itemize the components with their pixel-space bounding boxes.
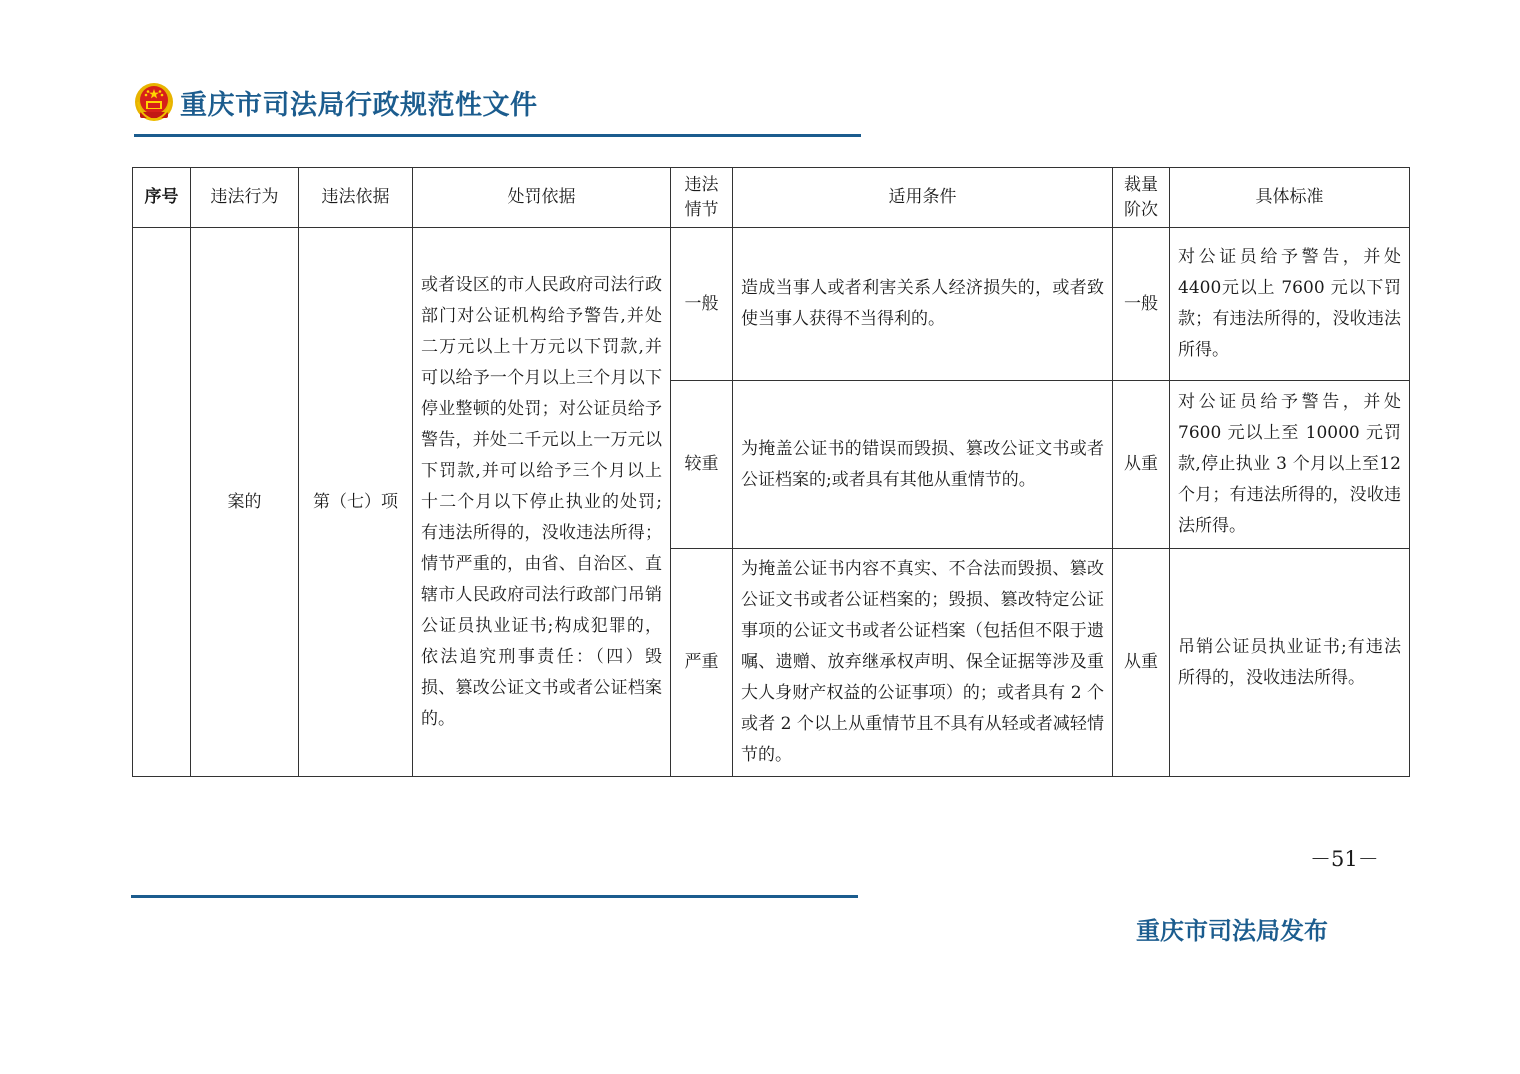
- table-row: [133, 228, 1410, 381]
- condition-cell: 为掩盖公证书内容不真实、不合法而毁损、篡改公证文书或者公证档案的；毁损、篡改特定公证事项的公证文书或者公证档案（包括但不限于遗嘱、遗赠、放弃继承权声明、保全证据等涉及重大人身财产权益的公证事项）的；或者具有 2 个或者 2 个以上从重情节且不具有从轻或者减轻情节的。: [733, 549, 1113, 777]
- header-circumstance: [671, 168, 733, 228]
- document-header: [134, 78, 538, 126]
- header-conditions: 适用条件: [733, 168, 1113, 228]
- level-cell: 从重: [1113, 381, 1170, 549]
- header-penalty-basis: 处罚依据: [413, 168, 671, 228]
- header-circumstance-line2: 情节: [684, 199, 719, 220]
- footer-publisher: 重庆市司法局发布: [1136, 917, 1328, 945]
- table-header-row: [133, 168, 1410, 228]
- standard-cell: 对公证员给予警告，并处4400元以上 7600 元以下罚款；有违法所得的，没收违法所得。: [1170, 228, 1410, 381]
- header-behavior: 违法行为: [191, 168, 299, 228]
- header-rule: [134, 134, 861, 137]
- circumstance-cell: 较重: [671, 381, 733, 549]
- seq-cell: [133, 228, 191, 777]
- header-standard: 具体标准: [1170, 168, 1410, 228]
- header-basis: 违法依据: [299, 168, 413, 228]
- footer-rule: [131, 895, 858, 898]
- header-seq: 序号: [133, 168, 191, 228]
- header-circumstance-line1: 违法: [684, 174, 719, 195]
- circumstance-cell: 严重: [671, 549, 733, 777]
- header-level-line1: 裁量: [1124, 174, 1158, 195]
- behavior-cell: 案的: [191, 228, 299, 777]
- national-emblem-icon: [134, 82, 174, 122]
- header-level-line2: 阶次: [1124, 199, 1158, 220]
- header-title: 重庆市司法局行政规范性文件: [180, 89, 538, 121]
- level-cell: 从重: [1113, 549, 1170, 777]
- penalty-basis-cell: 或者设区的市人民政府司法行政部门对公证机构给予警告,并处二万元以上十万元以下罚款,并可以给予一个月以上三个月以下停业整顿的处罚；对公证员给予警告，并处二千元以上一万元以下罚款,并可以给予三个月以上十二个月以下停止执业的处罚;有违法所得的，没收违法所得；情节严重的，由省、自治区、直辖市人民政府司法行政部门吊销公证员执业证书;构成犯罪的，依法追究刑事责任：（四）毁损、篡改公证文书或者公证档案的。: [413, 228, 671, 777]
- level-cell: 一般: [1113, 228, 1170, 381]
- page-number: －51－: [1310, 847, 1379, 871]
- penalty-standard-table: [132, 167, 1410, 777]
- condition-cell: 为掩盖公证书的错误而毁损、篡改公证文书或者公证档案的;或者具有其他从重情节的。: [733, 381, 1113, 549]
- standard-cell: 对公证员给予警告，并处7600 元以上至 10000 元罚款,停止执业 3 个月以上至12 个月；有违法所得的，没收违法所得。: [1170, 381, 1410, 549]
- circumstance-cell: 一般: [671, 228, 733, 381]
- condition-cell: 造成当事人或者利害关系人经济损失的，或者致使当事人获得不当得利的。: [733, 228, 1113, 381]
- standard-cell: 吊销公证员执业证书;有违法所得的，没收违法所得。: [1170, 549, 1410, 777]
- header-level: [1113, 168, 1170, 228]
- basis-cell: 第（七）项: [299, 228, 413, 777]
